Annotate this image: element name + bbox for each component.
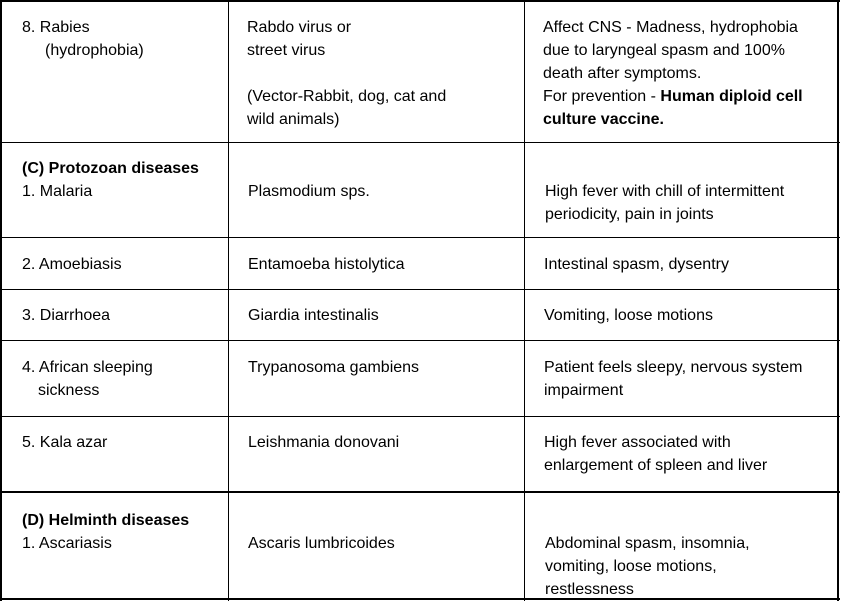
symptom-line: restlessness <box>545 581 634 598</box>
prevention-label: For prevention - <box>543 88 661 105</box>
symptoms-cell <box>545 532 750 601</box>
symptoms-cell <box>544 253 729 276</box>
pathogen-cell <box>248 304 379 327</box>
vector-line: wild animals) <box>247 111 340 128</box>
row-divider <box>0 340 840 341</box>
disease-name: 4. African sleeping <box>22 359 153 376</box>
symptom-line: impairment <box>544 382 624 399</box>
table-border-top <box>0 0 840 2</box>
column-divider <box>228 0 229 601</box>
symptom-line: Patient feels sleepy, nervous system <box>544 359 803 376</box>
symptom-line: due to laryngeal spasm and 100% <box>543 42 785 59</box>
symptoms-cell <box>545 180 784 226</box>
disease-cell <box>22 431 107 454</box>
disease-name: 1. Ascariasis <box>22 535 112 552</box>
symptom-line: Affect CNS - Madness, hydrophobia <box>543 19 798 36</box>
pathogen-line: Trypanosoma gambiens <box>248 359 420 376</box>
row-divider <box>0 289 840 290</box>
disease-name: 5. Kala azar <box>22 434 108 451</box>
pathogen-cell <box>248 253 405 276</box>
symptoms-cell <box>544 431 767 477</box>
pathogen-line: street virus <box>247 42 326 59</box>
pathogen-line: Ascaris lumbricoides <box>248 535 395 552</box>
disease-cell <box>22 509 189 555</box>
pathogen-line: Plasmodium sps. <box>248 183 370 200</box>
section-heading: (D) Helminth diseases <box>22 512 190 529</box>
pathogen-line: Giardia intestinalis <box>248 307 379 324</box>
symptom-line: High fever with chill of intermittent <box>545 183 785 200</box>
pathogen-line: Leishmania donovani <box>248 434 400 451</box>
disease-cell <box>22 356 153 402</box>
row-divider <box>0 237 840 238</box>
symptom-line: enlargement of spleen and liver <box>544 457 768 474</box>
prevention-vaccine: culture vaccine. <box>543 111 664 128</box>
disease-cell <box>22 304 110 327</box>
row-divider <box>0 142 840 143</box>
pathogen-cell <box>248 180 370 203</box>
symptom-line: Intestinal spasm, dysentry <box>544 256 729 273</box>
symptom-line: Abdominal spasm, insomnia, <box>545 535 750 552</box>
disease-name: 2. Amoebiasis <box>22 256 122 273</box>
symptom-line: vomiting, loose motions, <box>545 558 717 575</box>
vector-line: (Vector-Rabbit, dog, cat and <box>247 88 447 105</box>
disease-cell <box>22 157 199 203</box>
pathogen-cell <box>247 16 446 131</box>
column-divider <box>524 0 525 601</box>
symptom-line: Vomiting, loose motions <box>544 307 713 324</box>
table-border-left <box>0 0 2 601</box>
table-border-right <box>837 0 839 601</box>
section-heading: (C) Protozoan diseases <box>22 160 199 177</box>
row-divider <box>0 416 840 417</box>
disease-name: 1. Malaria <box>22 183 93 200</box>
pathogen-cell <box>248 431 399 454</box>
pathogen-line: Rabdo virus or <box>247 19 352 36</box>
disease-name: 8. Rabies <box>22 19 90 36</box>
disease-name: 3. Diarrhoea <box>22 307 111 324</box>
symptom-line: High fever associated with <box>544 434 731 451</box>
row-divider <box>0 491 840 493</box>
disease-cell <box>22 253 122 276</box>
symptom-line: death after symptoms. <box>543 65 702 82</box>
pathogen-line: Entamoeba histolytica <box>248 256 405 273</box>
disease-name: sickness <box>38 382 100 399</box>
symptoms-cell <box>544 304 713 327</box>
disease-alt-name: (hydrophobia) <box>45 42 144 59</box>
pathogen-cell <box>248 356 419 379</box>
prevention-vaccine: Human diploid cell <box>660 88 803 105</box>
symptoms-cell <box>543 16 803 131</box>
disease-cell <box>22 16 144 62</box>
symptoms-cell <box>544 356 803 402</box>
pathogen-cell <box>248 532 395 555</box>
symptom-line: periodicity, pain in joints <box>545 206 714 223</box>
